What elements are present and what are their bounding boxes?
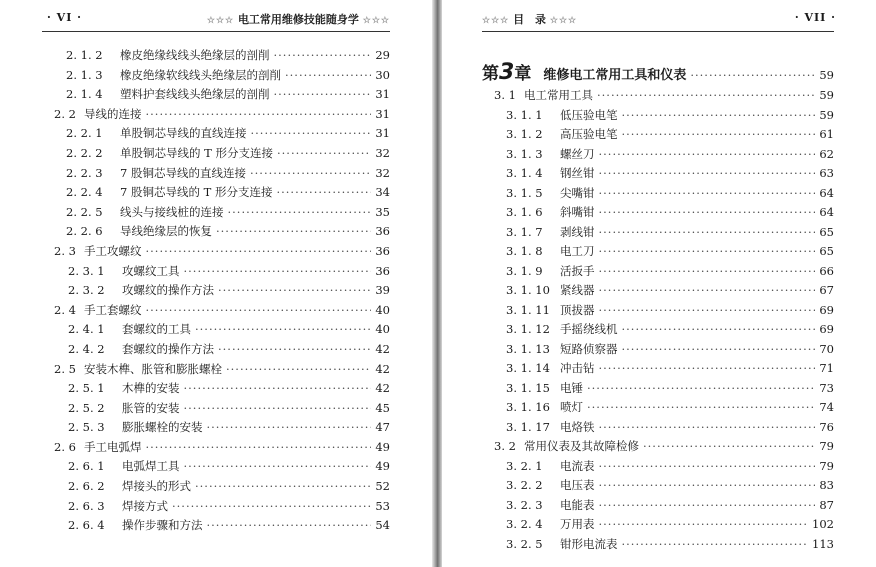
entry-title: 单股铜芯导线的 T 形分支连接 (120, 145, 273, 160)
running-title (207, 11, 390, 27)
entry-page: 53 (375, 498, 390, 513)
toc-entry[interactable] (482, 321, 834, 341)
entry-title: 7 股铜芯导线的 T 形分支连接 (120, 185, 273, 200)
entry-title: 电锤 (560, 380, 583, 395)
leader-dots (622, 127, 816, 141)
entry-title: 钢丝钳 (560, 166, 595, 180)
entry-page: 73 (819, 380, 834, 395)
toc-entry[interactable] (482, 107, 834, 127)
leader-dots (146, 303, 372, 317)
entry-title: 胀管的安装 (122, 400, 180, 415)
entry-number: 3. 1. 13 (506, 341, 550, 356)
leader-dots (599, 498, 816, 512)
leader-dots (184, 381, 372, 395)
chapter-page: 59 (819, 68, 834, 82)
leader-dots (599, 205, 816, 219)
star-ornament-icon: ☆☆☆ (206, 16, 235, 26)
toc-entry[interactable] (42, 302, 390, 322)
entry-number: 3. 2. 5 (506, 536, 543, 551)
toc-entry[interactable] (482, 126, 834, 146)
entry-number: 3. 1 (494, 88, 516, 102)
entry-title: 手摇绕线机 (560, 322, 618, 336)
toc-entry[interactable] (42, 458, 390, 478)
entry-number: 2. 5. 1 (68, 381, 105, 396)
entry-title: 操作步骤和方法 (122, 518, 203, 533)
leader-dots (622, 108, 816, 122)
entry-page: 47 (375, 420, 390, 435)
entry-title: 导线绝缘层的恢复 (120, 224, 212, 239)
leader-dots (643, 439, 815, 453)
entry-number: 2. 2. 4 (66, 185, 103, 200)
entry-page: 40 (375, 322, 390, 337)
chapter-label: 第3章 (482, 60, 532, 85)
leader-dots (184, 459, 372, 473)
toc-entry[interactable] (42, 243, 390, 263)
toc-entry[interactable] (42, 380, 390, 400)
leader-dots (599, 459, 816, 473)
entry-number: 2. 6. 4 (68, 518, 105, 533)
toc-entry[interactable] (482, 185, 834, 205)
entry-number: 2. 1. 4 (66, 87, 103, 102)
toc-entry[interactable] (42, 282, 390, 302)
entry-title: 焊接方式 (122, 498, 168, 513)
entry-title: 焊接头的形式 (122, 479, 191, 494)
toc-entry[interactable] (482, 224, 834, 244)
leader-dots (226, 362, 371, 376)
entry-number: 2. 2. 3 (66, 165, 103, 180)
entry-number: 2. 4. 2 (68, 341, 105, 356)
entry-title: 攻螺纹的操作方法 (122, 283, 214, 298)
entry-number: 2. 2 (54, 106, 76, 121)
leader-dots (622, 342, 816, 356)
entry-number: 3. 1. 15 (506, 380, 550, 395)
entry-page: 64 (819, 185, 834, 200)
entry-title: 橡皮绝缘线线头绝缘层的剖削 (120, 48, 270, 62)
entry-title: 膨胀螺栓的安装 (122, 420, 203, 435)
entry-number: 3. 1. 3 (506, 146, 543, 161)
leader-dots (251, 126, 372, 140)
entry-page: 67 (819, 283, 834, 297)
leader-dots (587, 400, 815, 414)
entry-page: 42 (375, 381, 390, 396)
leader-dots (146, 107, 372, 121)
toc-entry[interactable] (42, 223, 390, 243)
entry-page: 113 (812, 536, 834, 551)
leader-dots (184, 264, 372, 278)
entry-number: 3. 1. 11 (506, 302, 550, 317)
toc-entry[interactable] (482, 87, 834, 107)
leader-dots (146, 244, 372, 258)
entry-page: 40 (375, 302, 390, 317)
toc-entry[interactable] (42, 145, 390, 165)
entry-page: 29 (375, 48, 390, 62)
entry-number: 2. 5. 2 (68, 400, 105, 415)
toc-entry[interactable] (482, 458, 834, 478)
leader-dots (597, 88, 815, 102)
entry-title: 电能表 (560, 497, 595, 512)
toc-entry[interactable] (482, 243, 834, 263)
toc-entry[interactable] (42, 361, 390, 381)
entry-title: 电弧焊工具 (122, 459, 180, 474)
entry-title: 紧线器 (560, 283, 595, 297)
entry-title: 低压验电笔 (560, 107, 618, 122)
entry-number: 2. 2. 1 (66, 126, 103, 141)
toc-entry[interactable] (42, 439, 390, 459)
entry-title: 冲击钻 (560, 361, 595, 375)
entry-page: 87 (819, 497, 834, 512)
entry-number: 3. 1. 2 (506, 127, 543, 141)
entry-page: 49 (375, 439, 390, 454)
entry-title: 常用仪表及其故障检修 (524, 439, 639, 453)
leader-dots (218, 342, 371, 356)
toc-entry[interactable] (42, 321, 390, 341)
entry-title: 手工套螺纹 (84, 302, 142, 317)
entry-number: 3. 2. 3 (506, 497, 543, 512)
entry-page: 63 (819, 166, 834, 180)
entry-number: 3. 2. 4 (506, 517, 543, 531)
entry-title: 尖嘴钳 (560, 185, 595, 200)
entry-page: 35 (375, 204, 390, 219)
leader-dots (276, 185, 371, 199)
entry-page: 36 (375, 263, 390, 278)
entry-title: 斜嘴钳 (560, 205, 595, 219)
entry-page: 79 (819, 458, 834, 473)
toc-entry[interactable] (482, 497, 834, 517)
entry-number: 3. 1. 12 (506, 322, 550, 336)
entry-title: 喷灯 (560, 400, 583, 414)
entry-number: 2. 2. 5 (66, 204, 103, 219)
entry-page: 52 (375, 479, 390, 494)
toc-entry[interactable] (42, 47, 390, 67)
entry-page: 83 (819, 478, 834, 492)
entry-page: 74 (819, 400, 834, 414)
entry-page: 36 (375, 224, 390, 239)
entry-number: 2. 3. 2 (68, 283, 105, 298)
entry-number: 2. 6. 2 (68, 479, 105, 494)
leader-dots (207, 420, 372, 434)
toc-entry[interactable] (482, 360, 834, 380)
entry-number: 3. 1. 17 (506, 419, 550, 434)
leader-dots (184, 401, 372, 415)
toc-entry[interactable] (482, 146, 834, 166)
entry-number: 3. 1. 8 (506, 244, 543, 258)
toc-entry[interactable] (482, 282, 834, 302)
entry-number: 3. 1. 6 (506, 205, 543, 219)
leader-dots (250, 166, 371, 180)
entry-title: 安装木榫、胀管和膨胀螺栓 (84, 361, 222, 376)
entry-number: 2. 3 (54, 243, 76, 258)
entry-page: 31 (375, 87, 390, 102)
toc-entry[interactable] (482, 341, 834, 361)
entry-page: 76 (819, 419, 834, 434)
entry-title: 钳形电流表 (560, 536, 618, 551)
entry-title: 手工攻螺纹 (84, 243, 142, 258)
entry-page: 54 (375, 518, 390, 533)
entry-page: 36 (375, 243, 390, 258)
toc-entry[interactable] (482, 399, 834, 419)
star-ornament-icon: ☆☆☆ (549, 16, 578, 26)
entry-number: 2. 5 (54, 361, 76, 376)
toc-entry[interactable] (42, 184, 390, 204)
leader-dots (172, 499, 371, 513)
entry-title: 套螺纹的工具 (122, 322, 191, 337)
entry-page: 42 (375, 341, 390, 356)
entry-page: 64 (819, 205, 834, 219)
leader-dots (599, 186, 816, 200)
leader-dots (207, 518, 372, 532)
entry-title: 套螺纹的操作方法 (122, 341, 214, 356)
entry-number: 3. 1. 4 (506, 166, 543, 180)
entry-number: 2. 4. 1 (68, 322, 105, 337)
entry-page: 45 (375, 400, 390, 415)
entry-title: 高压验电笔 (560, 127, 618, 141)
entry-title: 电压表 (560, 478, 595, 492)
table-of-contents (482, 59, 834, 555)
toc-entry[interactable] (42, 341, 390, 361)
entry-page: 62 (819, 146, 834, 161)
right-page-header (442, 0, 876, 40)
toc-entry[interactable] (42, 498, 390, 518)
entry-title: 塑料护套线线头绝缘层的剖削 (120, 87, 270, 102)
leader-dots (195, 479, 371, 493)
toc-entry[interactable] (482, 477, 834, 497)
table-of-contents (42, 47, 390, 537)
leader-dots (274, 48, 372, 62)
running-title (482, 11, 577, 27)
entry-title: 导线的连接 (84, 106, 142, 121)
toc-entry[interactable] (482, 204, 834, 224)
leader-dots (622, 322, 816, 336)
entry-page: 71 (819, 361, 834, 375)
entry-number: 2. 1. 3 (66, 67, 103, 82)
entry-page: 32 (375, 165, 390, 180)
entry-title: 7 股铜芯导线的直线连接 (120, 165, 246, 180)
entry-title: 活扳手 (560, 263, 595, 278)
toc-entry[interactable] (482, 516, 834, 536)
chapter-heading[interactable] (482, 59, 834, 87)
entry-title: 电烙铁 (560, 419, 595, 434)
toc-entry[interactable] (42, 419, 390, 439)
leader-dots (599, 147, 816, 161)
left-page (0, 0, 432, 567)
star-ornament-icon: ☆☆☆ (482, 16, 510, 26)
leader-dots (218, 283, 371, 297)
toc-entry[interactable] (42, 125, 390, 145)
entry-title: 电工常用工具 (524, 88, 593, 102)
entry-number: 3. 1. 14 (506, 361, 550, 375)
toc-entry[interactable] (482, 380, 834, 400)
entry-page: 102 (812, 517, 834, 531)
leader-dots (274, 87, 372, 101)
entry-number: 2. 4 (54, 302, 76, 317)
toc-entry[interactable] (42, 106, 390, 126)
entry-title: 电流表 (560, 458, 595, 473)
leader-dots (599, 303, 816, 317)
toc-entry[interactable] (482, 419, 834, 439)
entry-page: 65 (819, 244, 834, 258)
leader-dots (228, 205, 372, 219)
leader-dots (599, 166, 816, 180)
entry-number: 2. 6 (54, 439, 76, 454)
leader-dots (599, 517, 809, 531)
entry-page: 65 (819, 224, 834, 239)
book-gutter (432, 0, 442, 567)
leader-dots (285, 68, 371, 82)
entry-number: 3. 2. 2 (506, 478, 543, 492)
leader-dots (599, 420, 816, 434)
page-number: · VII · (794, 11, 836, 24)
entry-number: 3. 2 (494, 439, 516, 453)
toc-entry[interactable] (42, 517, 390, 537)
entry-title: 万用表 (560, 517, 595, 531)
entry-number: 3. 1. 1 (506, 107, 543, 122)
entry-page: 34 (375, 185, 390, 200)
leader-dots (599, 478, 816, 492)
leader-dots (146, 440, 372, 454)
entry-number: 2. 2. 6 (66, 224, 103, 239)
toc-entry[interactable] (42, 478, 390, 498)
entry-page: 39 (375, 283, 390, 298)
entry-title: 橡皮绝缘软线线头绝缘层的剖削 (120, 67, 281, 82)
entry-page: 66 (819, 263, 834, 278)
leader-dots (587, 381, 815, 395)
entry-title: 短路侦察器 (560, 341, 618, 356)
entry-page: 69 (819, 322, 834, 336)
page-number: · VI · (47, 11, 82, 24)
leader-dots (216, 224, 371, 238)
entry-number: 3. 2. 1 (506, 458, 543, 473)
entry-page: 30 (375, 67, 390, 82)
header-rule (42, 31, 390, 32)
entry-title: 电工刀 (560, 244, 595, 258)
leader-dots (195, 322, 371, 336)
entry-number: 2. 6. 3 (68, 498, 105, 513)
entry-page: 69 (819, 302, 834, 317)
leader-dots (599, 264, 816, 278)
entry-title: 木榫的安装 (122, 381, 180, 396)
toc-entry[interactable] (42, 400, 390, 420)
entry-page: 59 (819, 88, 834, 102)
entry-title: 线头与接线桩的连接 (120, 204, 224, 219)
entry-page: 31 (375, 126, 390, 141)
leader-dots (599, 225, 816, 239)
entry-title: 单股铜芯导线的直线连接 (120, 126, 247, 141)
header-rule (482, 31, 834, 32)
toc-entry[interactable] (42, 67, 390, 87)
entry-page: 79 (819, 439, 834, 453)
leader-dots (622, 537, 809, 551)
entry-number: 2. 3. 1 (68, 263, 105, 278)
entry-page: 70 (819, 341, 834, 356)
toc-entry[interactable] (482, 165, 834, 185)
entry-number: 3. 1. 7 (506, 224, 543, 239)
entry-title: 攻螺纹工具 (122, 263, 180, 278)
entry-number: 2. 1. 2 (66, 48, 103, 62)
entry-number: 3. 1. 16 (506, 400, 550, 414)
leader-dots (599, 361, 816, 375)
running-title-text: 目 录 (513, 13, 547, 26)
entry-page: 49 (375, 459, 390, 474)
star-ornament-icon: ☆☆☆ (362, 16, 390, 26)
entry-page: 31 (375, 106, 390, 121)
leader-dots (277, 146, 371, 160)
toc-entry[interactable] (482, 263, 834, 283)
entry-title: 手工电弧焊 (84, 439, 142, 454)
left-page-header (0, 0, 432, 40)
toc-entry[interactable] (482, 536, 834, 556)
toc-entry[interactable] (42, 86, 390, 106)
entry-title: 螺丝刀 (560, 146, 595, 161)
leader-dots (690, 68, 815, 82)
entry-number: 2. 5. 3 (68, 420, 105, 435)
leader-dots (599, 244, 816, 258)
entry-title: 顶拔器 (560, 302, 595, 317)
toc-entry[interactable] (482, 438, 834, 458)
entry-page: 59 (819, 107, 834, 122)
entry-number: 2. 6. 1 (68, 459, 105, 474)
entry-page: 61 (819, 127, 834, 141)
entry-number: 3. 1. 5 (506, 185, 543, 200)
right-page (442, 0, 876, 567)
chapter-title: 维修电工常用工具和仪表 (543, 68, 687, 83)
entry-number: 3. 1. 9 (506, 263, 543, 278)
entry-page: 42 (375, 361, 390, 376)
entry-number: 3. 1. 10 (506, 283, 550, 297)
leader-dots (599, 283, 816, 297)
toc-entry[interactable] (42, 204, 390, 224)
entry-page: 32 (375, 145, 390, 160)
toc-entry[interactable] (42, 263, 390, 283)
running-title-text: 电工常用维修技能随身学 (237, 13, 359, 26)
entry-number: 2. 2. 2 (66, 145, 103, 160)
toc-entry[interactable] (42, 165, 390, 185)
entry-title: 剥线钳 (560, 224, 595, 239)
toc-entry[interactable] (482, 302, 834, 322)
